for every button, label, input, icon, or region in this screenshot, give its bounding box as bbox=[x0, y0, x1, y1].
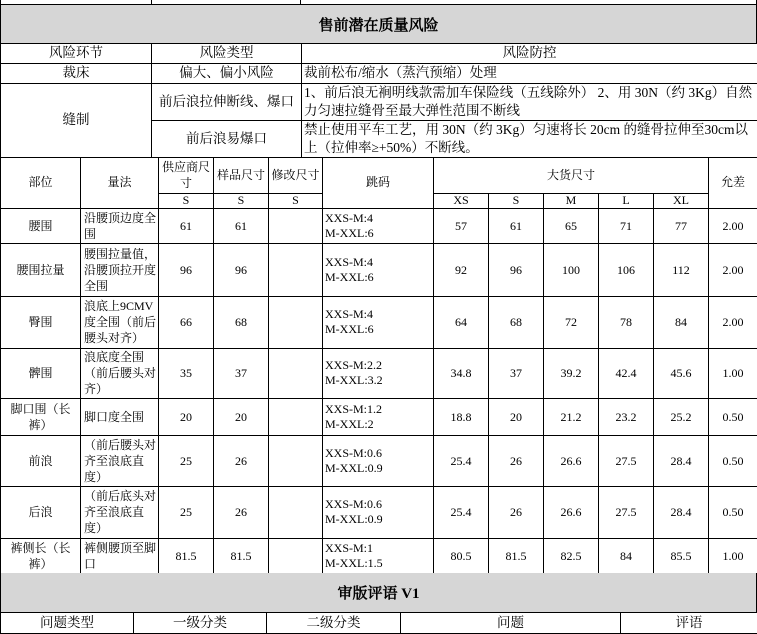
risk-stage-cell: 裁床 bbox=[1, 63, 152, 83]
supplier-size-cell: 25 bbox=[159, 486, 214, 538]
grading-line: XXS-M:1.2 bbox=[325, 402, 431, 417]
method-header: 量法 bbox=[81, 157, 159, 208]
grading-line: M-XXL:3.2 bbox=[325, 373, 431, 388]
bulk-size-xl-cell: 112 bbox=[654, 243, 709, 296]
part-cell: 髀围 bbox=[1, 348, 81, 398]
supplier-size-cell: 61 bbox=[159, 208, 214, 243]
bulk-size-l-cell: 71 bbox=[599, 208, 654, 243]
level1-category-header: 一级分类 bbox=[134, 613, 267, 633]
review-section-title bbox=[0, 573, 757, 613]
review-section-title-text: 审版评语 V1 bbox=[337, 582, 419, 603]
grading-cell bbox=[323, 208, 434, 243]
bulk-size-xs-cell: 34.8 bbox=[434, 348, 489, 398]
tolerance-cell: 2.00 bbox=[709, 296, 757, 348]
issue-type-header: 问题类型 bbox=[1, 613, 134, 633]
spec-row bbox=[1, 435, 757, 486]
revised-size-cell bbox=[269, 243, 323, 296]
bulk-size-l-cell: 106 bbox=[599, 243, 654, 296]
grading-line: M-XXL:0.9 bbox=[325, 512, 431, 527]
risk-row-sewing-1 bbox=[1, 83, 757, 120]
spec-row bbox=[1, 538, 757, 573]
spec-row bbox=[1, 296, 757, 348]
bulk-size-xs-cell: 64 bbox=[434, 296, 489, 348]
review-table-section bbox=[0, 613, 757, 634]
sample-size-cell: 26 bbox=[214, 435, 269, 486]
method-cell: （前后底头对齐至浪底直度） bbox=[81, 486, 159, 538]
bulk-size-m-cell: 39.2 bbox=[544, 348, 599, 398]
tolerance-cell: 2.00 bbox=[709, 243, 757, 296]
risk-header-row bbox=[1, 44, 757, 63]
bulk-size-m-cell: 26.6 bbox=[544, 435, 599, 486]
bulk-size-m-cell: 100 bbox=[544, 243, 599, 296]
sample-size-cell: 96 bbox=[214, 243, 269, 296]
risk-control-cell: 裁前松布/缩水（蒸汽预缩）处理 bbox=[302, 63, 757, 83]
bulk-size-m-cell: 72 bbox=[544, 296, 599, 348]
sample-size-cell: 20 bbox=[214, 398, 269, 435]
grading-line: M-XXL:6 bbox=[325, 226, 431, 241]
spec-table bbox=[0, 157, 757, 574]
risk-type-header: 风险类型 bbox=[152, 44, 302, 63]
supplier-size-cell: 81.5 bbox=[159, 538, 214, 573]
revised-base-size: S bbox=[269, 193, 323, 208]
grading-line: M-XXL:0.9 bbox=[325, 461, 431, 476]
risk-table-section bbox=[0, 44, 757, 158]
tolerance-cell: 0.50 bbox=[709, 398, 757, 435]
revised-size-cell bbox=[269, 296, 323, 348]
risk-control-header: 风险防控 bbox=[302, 44, 757, 63]
grading-line: XXS-M:2.2 bbox=[325, 358, 431, 373]
grading-line: XXS-M:0.6 bbox=[325, 497, 431, 512]
risk-stage-cell: 缝制 bbox=[1, 83, 152, 157]
bulk-size-xl-cell: 85.5 bbox=[654, 538, 709, 573]
bulk-size-s-cell: 96 bbox=[489, 243, 544, 296]
method-cell: 腰围拉量值，沿腰顶拉开度全围 bbox=[81, 243, 159, 296]
risk-stage-header: 风险环节 bbox=[1, 44, 152, 63]
comment-header: 评语 bbox=[621, 613, 757, 633]
bulk-size-xs-cell: 25.4 bbox=[434, 486, 489, 538]
bulk-size-s-cell: 26 bbox=[489, 486, 544, 538]
bulk-size-s-cell: 20 bbox=[489, 398, 544, 435]
spec-row bbox=[1, 348, 757, 398]
bulk-size-xs-cell: 57 bbox=[434, 208, 489, 243]
bulk-size-m-cell: 21.2 bbox=[544, 398, 599, 435]
bulk-size-xs-cell: 80.5 bbox=[434, 538, 489, 573]
revised-size-cell bbox=[269, 538, 323, 573]
bulk-size-l-cell: 27.5 bbox=[599, 435, 654, 486]
sample-base-size: S bbox=[214, 193, 269, 208]
bulk-size-xs-header: XS bbox=[434, 193, 489, 208]
revised-size-cell bbox=[269, 486, 323, 538]
bulk-size-xl-cell: 84 bbox=[654, 296, 709, 348]
tolerance-cell: 0.50 bbox=[709, 486, 757, 538]
bulk-size-xl-cell: 25.2 bbox=[654, 398, 709, 435]
tolerance-cell: 1.00 bbox=[709, 348, 757, 398]
bulk-size-l-header: L bbox=[599, 193, 654, 208]
risk-control-cell: 禁止使用平车工艺，用 30N（约 3Kg）匀速将长 20cm 的缝骨拉伸至30cm以上（拉伸率≥+50%）不断线。 bbox=[302, 120, 757, 157]
bulk-size-s-header: S bbox=[489, 193, 544, 208]
bulk-size-m-cell: 82.5 bbox=[544, 538, 599, 573]
grading-line: XXS-M:0.6 bbox=[325, 446, 431, 461]
grading-line: XXS-M:4 bbox=[325, 255, 431, 270]
spec-header-row bbox=[1, 157, 757, 193]
bulk-size-xs-cell: 18.8 bbox=[434, 398, 489, 435]
grading-cell bbox=[323, 435, 434, 486]
grading-line: XXS-M:4 bbox=[325, 211, 431, 226]
sample-size-cell: 26 bbox=[214, 486, 269, 538]
grading-line: M-XXL:6 bbox=[325, 270, 431, 285]
bulk-size-s-cell: 61 bbox=[489, 208, 544, 243]
grading-cell bbox=[323, 398, 434, 435]
supplier-size-cell: 25 bbox=[159, 435, 214, 486]
supplier-size-cell: 35 bbox=[159, 348, 214, 398]
bulk-size-xs-cell: 92 bbox=[434, 243, 489, 296]
bulk-size-s-cell: 81.5 bbox=[489, 538, 544, 573]
revised-size-cell bbox=[269, 398, 323, 435]
risk-control-cell: 1、前后浪无裥明线款需加车保险线（五线除外） 2、用 30N（约 3Kg）自然力匀速拉缝骨至最大弹性范围不断线 bbox=[302, 83, 757, 120]
part-header: 部位 bbox=[1, 157, 81, 208]
sample-size-header: 样品尺寸 bbox=[214, 157, 269, 193]
tolerance-cell: 0.50 bbox=[709, 435, 757, 486]
sample-size-cell: 68 bbox=[214, 296, 269, 348]
spec-table-section bbox=[0, 157, 757, 574]
risk-type-cell: 前后浪易爆口 bbox=[152, 120, 302, 157]
risk-row-cutting bbox=[1, 63, 757, 83]
bulk-size-xl-cell: 28.4 bbox=[654, 486, 709, 538]
grading-line: XXS-M:4 bbox=[325, 307, 431, 322]
spec-row bbox=[1, 243, 757, 296]
part-cell: 后浪 bbox=[1, 486, 81, 538]
method-cell: 浪底上9CMV度全围（前后腰头对齐） bbox=[81, 296, 159, 348]
grading-line: M-XXL:6 bbox=[325, 322, 431, 337]
part-cell: 腰围拉量 bbox=[1, 243, 81, 296]
spec-row bbox=[1, 398, 757, 435]
spec-row bbox=[1, 486, 757, 538]
revised-size-cell bbox=[269, 208, 323, 243]
revised-size-header: 修改尺寸 bbox=[269, 157, 323, 193]
part-cell: 前浪 bbox=[1, 435, 81, 486]
part-cell: 腰围 bbox=[1, 208, 81, 243]
grading-line: M-XXL:1.5 bbox=[325, 556, 431, 571]
revised-size-cell bbox=[269, 435, 323, 486]
bulk-size-xl-cell: 28.4 bbox=[654, 435, 709, 486]
level2-category-header: 二级分类 bbox=[267, 613, 401, 633]
method-cell: （前后腰头对齐至浪底直度） bbox=[81, 435, 159, 486]
spec-table-body bbox=[1, 208, 757, 573]
sample-size-cell: 81.5 bbox=[214, 538, 269, 573]
bulk-size-l-cell: 78 bbox=[599, 296, 654, 348]
tolerance-header: 允差 bbox=[709, 157, 757, 208]
risk-table bbox=[0, 44, 757, 158]
sample-size-cell: 37 bbox=[214, 348, 269, 398]
bulk-size-xl-cell: 77 bbox=[654, 208, 709, 243]
method-cell: 裤侧腰顶至脚口 bbox=[81, 538, 159, 573]
bulk-size-s-cell: 68 bbox=[489, 296, 544, 348]
part-cell: 裤侧长（长裤） bbox=[1, 538, 81, 573]
bulk-size-s-cell: 37 bbox=[489, 348, 544, 398]
grading-cell bbox=[323, 348, 434, 398]
sample-size-cell: 61 bbox=[214, 208, 269, 243]
part-cell: 臀围 bbox=[1, 296, 81, 348]
bulk-size-l-cell: 42.4 bbox=[599, 348, 654, 398]
issue-header: 问题 bbox=[401, 613, 621, 633]
risk-type-cell: 偏大、偏小风险 bbox=[152, 63, 302, 83]
bulk-size-header: 大货尺寸 bbox=[434, 157, 709, 193]
revised-size-cell bbox=[269, 348, 323, 398]
supplier-size-header: 供应商尺寸 bbox=[159, 157, 214, 193]
review-table bbox=[0, 613, 757, 634]
grading-cell bbox=[323, 243, 434, 296]
bulk-size-m-cell: 26.6 bbox=[544, 486, 599, 538]
part-cell: 脚口围（长裤） bbox=[1, 398, 81, 435]
bulk-size-m-header: M bbox=[544, 193, 599, 208]
risk-section-title bbox=[0, 5, 757, 44]
supplier-base-size: S bbox=[159, 193, 214, 208]
spec-row bbox=[1, 208, 757, 243]
tolerance-cell: 1.00 bbox=[709, 538, 757, 573]
supplier-size-cell: 20 bbox=[159, 398, 214, 435]
risk-type-cell: 前后浪拉伸断线、爆口 bbox=[152, 83, 302, 120]
bulk-size-s-cell: 26 bbox=[489, 435, 544, 486]
supplier-size-cell: 96 bbox=[159, 243, 214, 296]
review-header-row bbox=[1, 613, 757, 633]
method-cell: 浪底度全围（前后腰头对齐） bbox=[81, 348, 159, 398]
bulk-size-m-cell: 65 bbox=[544, 208, 599, 243]
risk-section-title-text: 售前潜在质量风险 bbox=[318, 14, 438, 35]
method-cell: 沿腰顶边度全围 bbox=[81, 208, 159, 243]
bulk-size-xl-header: XL bbox=[654, 193, 709, 208]
bulk-size-xl-cell: 45.6 bbox=[654, 348, 709, 398]
grading-line: XXS-M:1 bbox=[325, 541, 431, 556]
bulk-size-xs-cell: 25.4 bbox=[434, 435, 489, 486]
bulk-size-l-cell: 84 bbox=[599, 538, 654, 573]
grading-line: M-XXL:2 bbox=[325, 417, 431, 432]
tolerance-cell: 2.00 bbox=[709, 208, 757, 243]
grading-cell bbox=[323, 538, 434, 573]
grading-header: 跳码 bbox=[323, 157, 434, 208]
bulk-size-l-cell: 27.5 bbox=[599, 486, 654, 538]
grading-cell bbox=[323, 296, 434, 348]
bulk-size-l-cell: 23.2 bbox=[599, 398, 654, 435]
supplier-size-cell: 66 bbox=[159, 296, 214, 348]
method-cell: 脚口度全围 bbox=[81, 398, 159, 435]
grading-cell bbox=[323, 486, 434, 538]
